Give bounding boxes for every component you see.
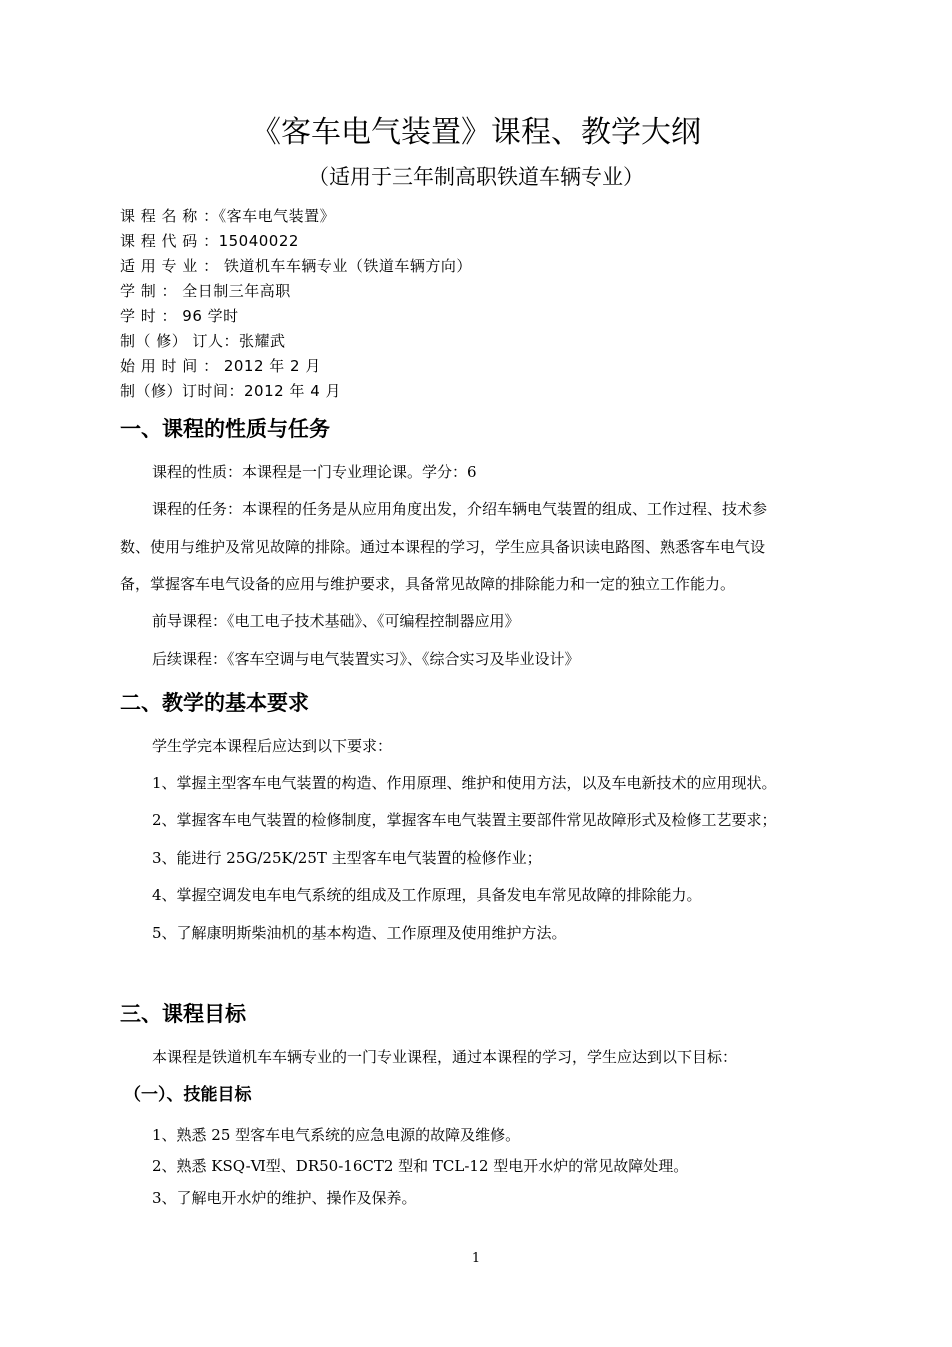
requirement-item: 2、掌握客车电气装置的检修制度，掌握客车电气装置主要部件常见故障形式及检修工艺要求； bbox=[152, 811, 777, 829]
info-course-name: 课 程 名 称 ：《客车电气装置》 bbox=[120, 207, 336, 225]
objectives-intro: 本课程是铁道机车车辆专业的一门专业课程，通过本课程的学习，学生应达到以下目标： bbox=[152, 1048, 738, 1066]
page-number: 1 bbox=[471, 1251, 481, 1266]
section2-heading: 二、教学的基本要求 bbox=[120, 691, 309, 715]
course-task-line1: 课程的任务：本课程的任务是从应用角度出发，介绍车辆电气装置的组成、工作过程、技术参 bbox=[152, 500, 768, 518]
info-course-code: 课 程 代 码 ：15040022 bbox=[120, 232, 299, 250]
info-author: 制（ 修） 订人：张耀武 bbox=[120, 332, 286, 350]
info-revision-date: 制（修）订时间：2012 年 4 月 bbox=[120, 382, 342, 400]
prerequisite-courses: 前导课程：《电工电子技术基础》、《可编程控制器应用》 bbox=[152, 612, 520, 630]
skill-objective-item: 2、熟悉 KSQ-Ⅵ型、DR50-16CT2 型和 TCL-12 型电开水炉的常见故障处理。 bbox=[152, 1157, 689, 1175]
course-task-line3: 备，掌握客车电气设备的应用与维护要求，具备常见故障的排除能力和一定的独立工作能力。 bbox=[120, 575, 736, 593]
document-subtitle: （适用于三年制高职铁道车辆专业） bbox=[308, 165, 644, 189]
requirement-item: 1、掌握主型客车电气装置的构造、作用原理、维护和使用方法，以及车电新技术的应用现状。 bbox=[152, 774, 777, 792]
course-nature: 课程的性质：本课程是一门专业理论课。学分：6 bbox=[152, 463, 477, 481]
document-title: 《客车电气装置》课程、教学大纲 bbox=[251, 115, 701, 150]
requirements-intro: 学生学完本课程后应达到以下要求： bbox=[152, 737, 393, 755]
info-hours: 学 时 ： 96 学时 bbox=[120, 307, 239, 325]
skill-objective-item: 3、了解电开水炉的维护、操作及保养。 bbox=[152, 1189, 417, 1207]
section3-heading: 三、课程目标 bbox=[120, 1002, 246, 1026]
section1-heading: 一、课程的性质与任务 bbox=[120, 417, 330, 441]
info-major: 适 用 专 业 ： 铁道机车车辆专业（铁道车辆方向） bbox=[120, 257, 472, 275]
info-system: 学 制 ： 全日制三年高职 bbox=[120, 282, 291, 300]
skill-objectives-heading: （一）、技能目标 bbox=[124, 1085, 252, 1105]
info-start-date: 始 用 时 间 ： 2012 年 2 月 bbox=[120, 357, 321, 375]
followup-courses: 后续课程：《客车空调与电气装置实习》、《综合实习及毕业设计》 bbox=[152, 650, 580, 668]
requirement-item: 3、能进行 25G/25K/25T 主型客车电气装置的检修作业； bbox=[152, 849, 542, 867]
requirement-item: 5、了解康明斯柴油机的基本构造、工作原理及使用维护方法。 bbox=[152, 924, 567, 942]
requirement-item: 4、掌握空调发电车电气系统的组成及工作原理，具备发电车常见故障的排除能力。 bbox=[152, 886, 702, 904]
course-task-line2: 数、使用与维护及常见故障的排除。通过本课程的学习，学生应具备识读电路图、熟悉客车电气设 bbox=[120, 538, 766, 556]
skill-objective-item: 1、熟悉 25 型客车电气系统的应急电源的故障及维修。 bbox=[152, 1126, 521, 1144]
